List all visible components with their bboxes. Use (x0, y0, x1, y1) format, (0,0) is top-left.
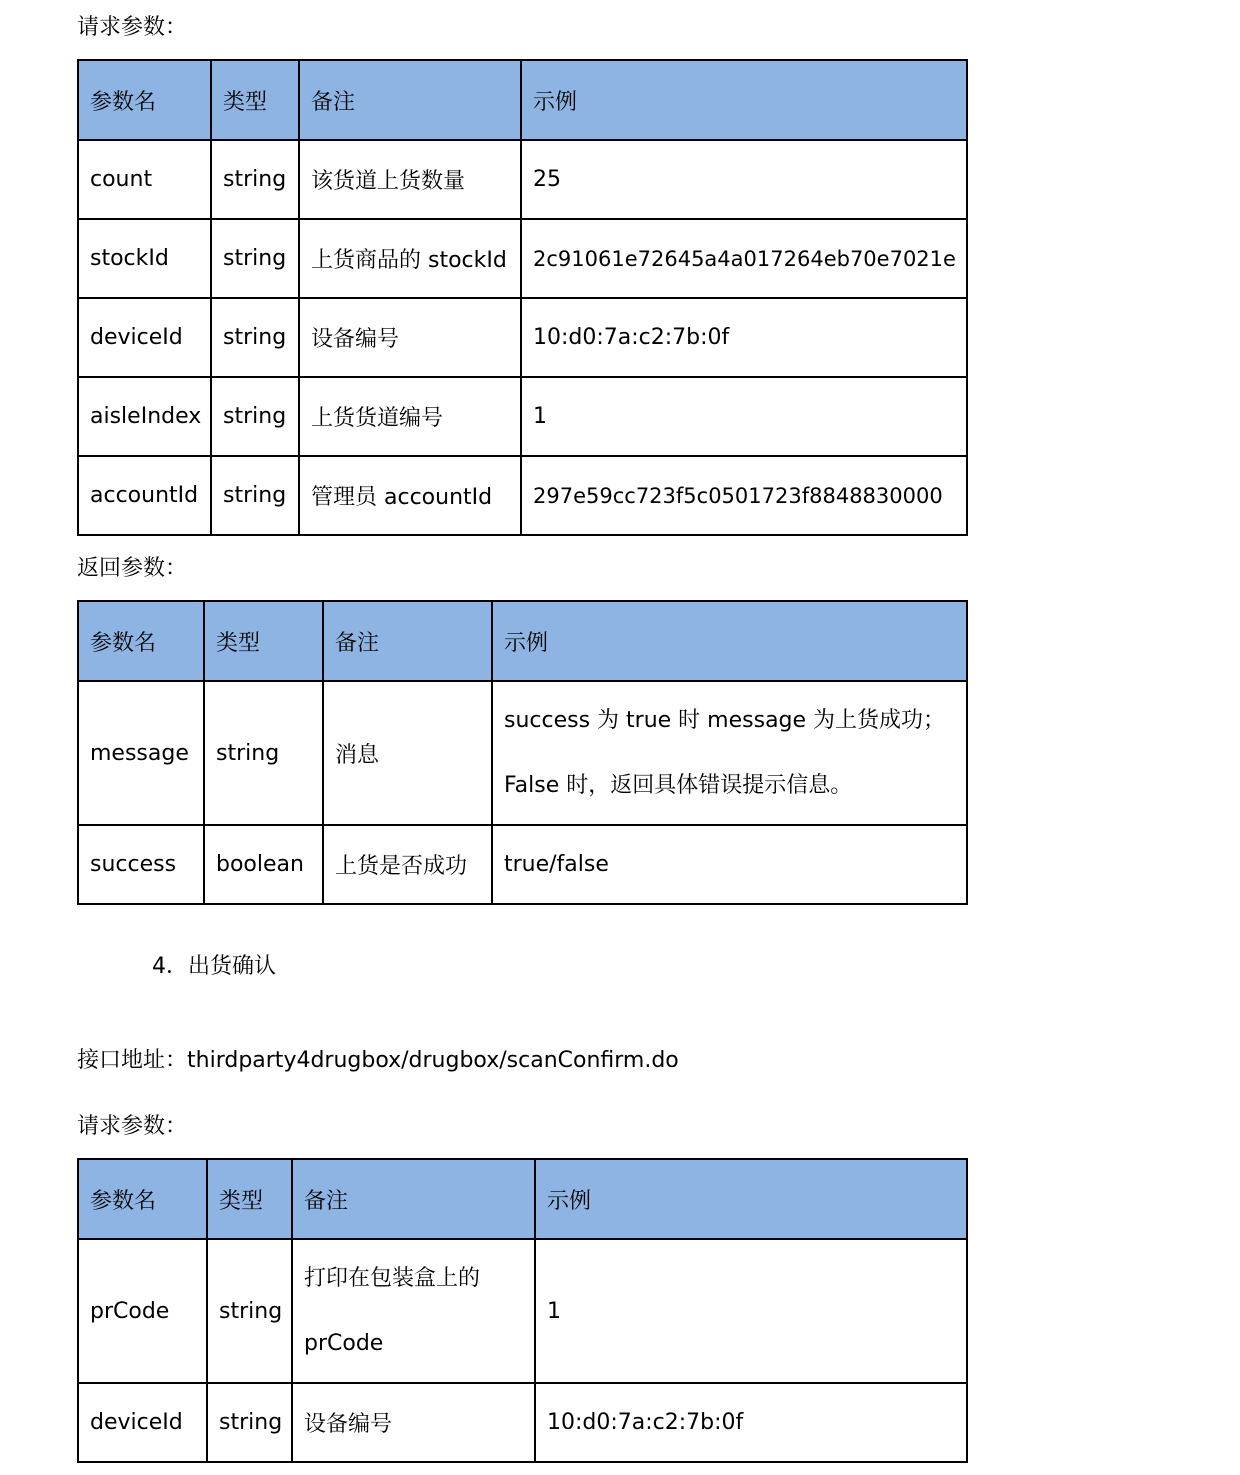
cell-type: string (211, 219, 299, 298)
api-address-value: thirdparty4drugbox/drugbox/scanConfirm.do (187, 1048, 679, 1073)
header-type: 类型 (211, 60, 299, 140)
api-address-label: 接口地址： (77, 1048, 188, 1073)
request-params-title: 请求参数： (77, 1114, 188, 1139)
cell-note: 上货是否成功 (323, 825, 492, 904)
cell-type: string (207, 1239, 292, 1383)
table-header-row (78, 601, 967, 681)
cell-note: 消息 (323, 681, 492, 825)
cell-note: 上货商品的 stockId (299, 219, 521, 298)
cell-param-name: stockId (78, 219, 211, 298)
table-row (78, 1239, 967, 1383)
cell-example: 25 (521, 140, 967, 219)
header-param-name: 参数名 (78, 601, 204, 681)
cell-type: string (211, 298, 299, 377)
cell-note: 管理员 accountId (299, 456, 521, 535)
cell-example: 10:d0:7a:c2:7b:0f (535, 1383, 967, 1462)
cell-param-name: message (78, 681, 204, 825)
cell-type: string (211, 377, 299, 456)
header-note: 备注 (323, 601, 492, 681)
header-note: 备注 (299, 60, 521, 140)
example-line: False 时，返回具体错误提示信息。 (504, 773, 853, 798)
header-example: 示例 (535, 1159, 967, 1239)
table-row (78, 140, 967, 219)
cell-example: 1 (535, 1239, 967, 1383)
cell-param-name: count (78, 140, 211, 219)
note-line: 打印在包装盒上的 (304, 1266, 481, 1291)
response-params-title: 返回参数： (77, 556, 188, 581)
cell-param-name: accountId (78, 456, 211, 535)
header-example: 示例 (521, 60, 967, 140)
section-heading: 4．出货确认 (152, 954, 276, 979)
header-note: 备注 (292, 1159, 535, 1239)
cell-param-name: deviceId (78, 1383, 207, 1462)
cell-type: boolean (204, 825, 323, 904)
request-params-table (77, 59, 968, 536)
example-line: success 为 true 时 message 为上货成功； (504, 708, 946, 733)
cell-note: 设备编号 (299, 298, 521, 377)
header-example: 示例 (492, 601, 967, 681)
table-row (78, 298, 967, 377)
cell-type: string (211, 140, 299, 219)
cell-param-name: aisleIndex (78, 377, 211, 456)
cell-note: 设备编号 (292, 1383, 535, 1462)
cell-example: 297e59cc723f5c0501723f8848830000 (521, 456, 967, 535)
table-row (78, 681, 967, 825)
table-row (78, 377, 967, 456)
api-address-line (77, 1046, 679, 1076)
note-line: prCode (304, 1331, 384, 1356)
cell-example: 10:d0:7a:c2:7b:0f (521, 298, 967, 377)
cell-param-name: success (78, 825, 204, 904)
request-params-title: 请求参数： (77, 15, 188, 40)
table-row (78, 1383, 967, 1462)
cell-type: string (204, 681, 323, 825)
cell-note (292, 1239, 535, 1383)
cell-example (492, 681, 967, 825)
cell-example: true/false (492, 825, 967, 904)
table-header-row (78, 60, 967, 140)
table-row (78, 456, 967, 535)
header-type: 类型 (204, 601, 323, 681)
cell-note: 上货货道编号 (299, 377, 521, 456)
cell-example: 1 (521, 377, 967, 456)
header-param-name: 参数名 (78, 60, 211, 140)
response-params-table (77, 600, 968, 905)
header-type: 类型 (207, 1159, 292, 1239)
table-row (78, 825, 967, 904)
cell-param-name: deviceId (78, 298, 211, 377)
cell-param-name: prCode (78, 1239, 207, 1383)
table-row (78, 219, 967, 298)
cell-note: 该货道上货数量 (299, 140, 521, 219)
cell-type: string (211, 456, 299, 535)
request-params-table (77, 1158, 968, 1463)
header-param-name: 参数名 (78, 1159, 207, 1239)
cell-type: string (207, 1383, 292, 1462)
cell-example: 2c91061e72645a4a017264eb70e7021e (521, 219, 967, 298)
table-header-row (78, 1159, 967, 1239)
